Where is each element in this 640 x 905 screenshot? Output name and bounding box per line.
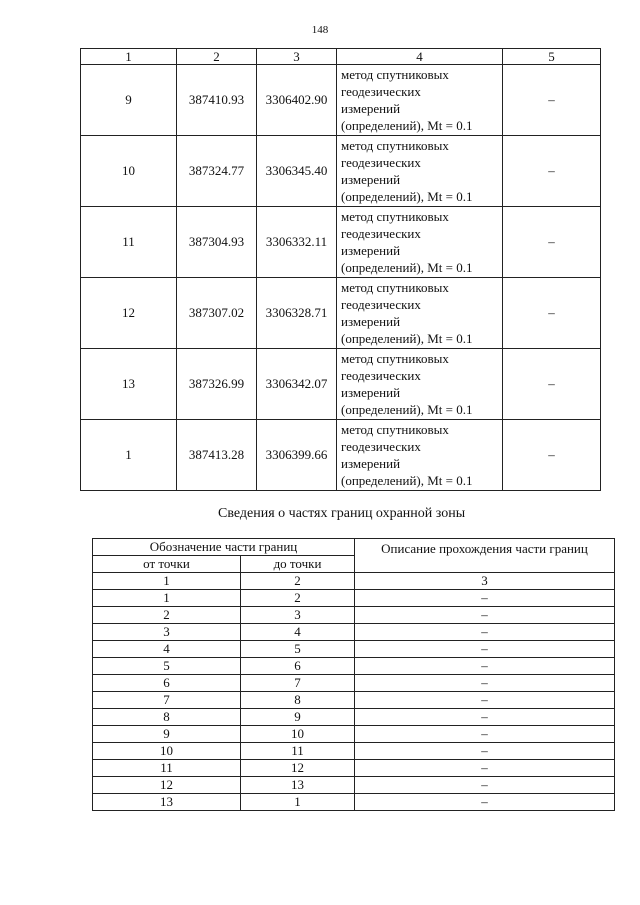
determination-method xyxy=(337,420,503,491)
method-line: геодезических xyxy=(341,226,421,241)
column-number-3: 3 xyxy=(355,573,615,590)
point-number: 13 xyxy=(81,349,177,420)
table-row xyxy=(93,777,615,794)
boundary-description: – xyxy=(355,590,615,607)
method-line: измерений xyxy=(341,314,401,329)
method-line: (определений), Mt = 0.1 xyxy=(341,331,473,346)
table-row xyxy=(93,692,615,709)
method-line: геодезических xyxy=(341,368,421,383)
method-line: метод спутниковых xyxy=(341,422,449,437)
to-point: 7 xyxy=(241,675,355,692)
column-number-1: 1 xyxy=(93,573,241,590)
column-number-3: 3 xyxy=(257,49,337,65)
method-line: измерений xyxy=(341,172,401,187)
boundary-designation-header: Обозначение части границ xyxy=(93,539,355,556)
to-point: 9 xyxy=(241,709,355,726)
method-line: метод спутниковых xyxy=(341,138,449,153)
x-coordinate: 387410.93 xyxy=(177,65,257,136)
point-number: 1 xyxy=(81,420,177,491)
from-point: 2 xyxy=(93,607,241,624)
method-line: (определений), Mt = 0.1 xyxy=(341,189,473,204)
table-row xyxy=(81,136,601,207)
determination-method xyxy=(337,278,503,349)
to-point: 2 xyxy=(241,590,355,607)
point-number: 9 xyxy=(81,65,177,136)
method-line: геодезических xyxy=(341,439,421,454)
page-number: 148 xyxy=(311,24,329,36)
table-row xyxy=(93,624,615,641)
column-number-2: 2 xyxy=(177,49,257,65)
to-point-header: до точки xyxy=(241,556,355,573)
determination-method xyxy=(337,65,503,136)
column-number-1: 1 xyxy=(81,49,177,65)
y-coordinate: 3306332.11 xyxy=(257,207,337,278)
to-point: 3 xyxy=(241,607,355,624)
x-coordinate: 387324.77 xyxy=(177,136,257,207)
table-row xyxy=(93,743,615,760)
method-line: (определений), Mt = 0.1 xyxy=(341,402,473,417)
from-point: 9 xyxy=(93,726,241,743)
method-line: (определений), Mt = 0.1 xyxy=(341,473,473,488)
boundary-description: – xyxy=(355,743,615,760)
from-point: 5 xyxy=(93,658,241,675)
note-cell: – xyxy=(503,207,601,278)
table-row xyxy=(81,278,601,349)
coordinates-table xyxy=(80,48,601,491)
point-number: 10 xyxy=(81,136,177,207)
table-row xyxy=(93,794,615,811)
to-point: 12 xyxy=(241,760,355,777)
from-point: 10 xyxy=(93,743,241,760)
from-point: 3 xyxy=(93,624,241,641)
method-line: измерений xyxy=(341,101,401,116)
boundary-description: – xyxy=(355,607,615,624)
x-coordinate: 387413.28 xyxy=(177,420,257,491)
method-line: (определений), Mt = 0.1 xyxy=(341,260,473,275)
to-point: 1 xyxy=(241,794,355,811)
x-coordinate: 387307.02 xyxy=(177,278,257,349)
boundary-description: – xyxy=(355,641,615,658)
column-number-4: 4 xyxy=(337,49,503,65)
determination-method xyxy=(337,349,503,420)
column-number-5: 5 xyxy=(503,49,601,65)
table-row xyxy=(93,590,615,607)
parts-header-row xyxy=(93,539,615,556)
method-line: (определений), Mt = 0.1 xyxy=(341,118,473,133)
note-cell: – xyxy=(503,420,601,491)
table-row xyxy=(81,420,601,491)
to-point: 8 xyxy=(241,692,355,709)
note-cell: – xyxy=(503,136,601,207)
table-row xyxy=(81,65,601,136)
x-coordinate: 387326.99 xyxy=(177,349,257,420)
boundary-description: – xyxy=(355,624,615,641)
method-line: геодезических xyxy=(341,155,421,170)
note-cell: – xyxy=(503,65,601,136)
boundary-description-header: Описание прохождения части границ xyxy=(355,539,615,573)
y-coordinate: 3306328.71 xyxy=(257,278,337,349)
boundary-description: – xyxy=(355,794,615,811)
from-point: 1 xyxy=(93,590,241,607)
method-line: геодезических xyxy=(341,84,421,99)
to-point: 6 xyxy=(241,658,355,675)
table-row xyxy=(81,349,601,420)
note-cell: – xyxy=(503,278,601,349)
boundary-description: – xyxy=(355,726,615,743)
to-point: 5 xyxy=(241,641,355,658)
boundary-description: – xyxy=(355,760,615,777)
boundary-description: – xyxy=(355,777,615,794)
column-number-2: 2 xyxy=(241,573,355,590)
from-point: 13 xyxy=(93,794,241,811)
point-number: 11 xyxy=(81,207,177,278)
section-title: Сведения о частях границ охранной зоны xyxy=(218,506,466,521)
table-row xyxy=(93,675,615,692)
determination-method xyxy=(337,207,503,278)
y-coordinate: 3306342.07 xyxy=(257,349,337,420)
from-point: 8 xyxy=(93,709,241,726)
method-line: метод спутниковых xyxy=(341,280,449,295)
to-point: 11 xyxy=(241,743,355,760)
table-row xyxy=(93,641,615,658)
y-coordinate: 3306399.66 xyxy=(257,420,337,491)
from-point-header: от точки xyxy=(93,556,241,573)
boundary-description: – xyxy=(355,675,615,692)
method-line: измерений xyxy=(341,456,401,471)
table-row xyxy=(93,760,615,777)
from-point: 4 xyxy=(93,641,241,658)
coordinates-header-row xyxy=(81,49,601,65)
note-cell: – xyxy=(503,349,601,420)
to-point: 4 xyxy=(241,624,355,641)
boundary-description: – xyxy=(355,709,615,726)
x-coordinate: 387304.93 xyxy=(177,207,257,278)
from-point: 7 xyxy=(93,692,241,709)
boundary-description: – xyxy=(355,658,615,675)
method-line: геодезических xyxy=(341,297,421,312)
table-row xyxy=(81,207,601,278)
method-line: метод спутниковых xyxy=(341,351,449,366)
method-line: метод спутниковых xyxy=(341,209,449,224)
table-row xyxy=(93,726,615,743)
from-point: 6 xyxy=(93,675,241,692)
boundary-parts-table xyxy=(92,538,615,811)
method-line: метод спутниковых xyxy=(341,67,449,82)
boundary-description: – xyxy=(355,692,615,709)
parts-numbering-row xyxy=(93,573,615,590)
y-coordinate: 3306402.90 xyxy=(257,65,337,136)
to-point: 10 xyxy=(241,726,355,743)
table-row xyxy=(93,658,615,675)
determination-method xyxy=(337,136,503,207)
from-point: 12 xyxy=(93,777,241,794)
table-row xyxy=(93,607,615,624)
point-number: 12 xyxy=(81,278,177,349)
method-line: измерений xyxy=(341,385,401,400)
y-coordinate: 3306345.40 xyxy=(257,136,337,207)
table-row xyxy=(93,709,615,726)
to-point: 13 xyxy=(241,777,355,794)
method-line: измерений xyxy=(341,243,401,258)
from-point: 11 xyxy=(93,760,241,777)
